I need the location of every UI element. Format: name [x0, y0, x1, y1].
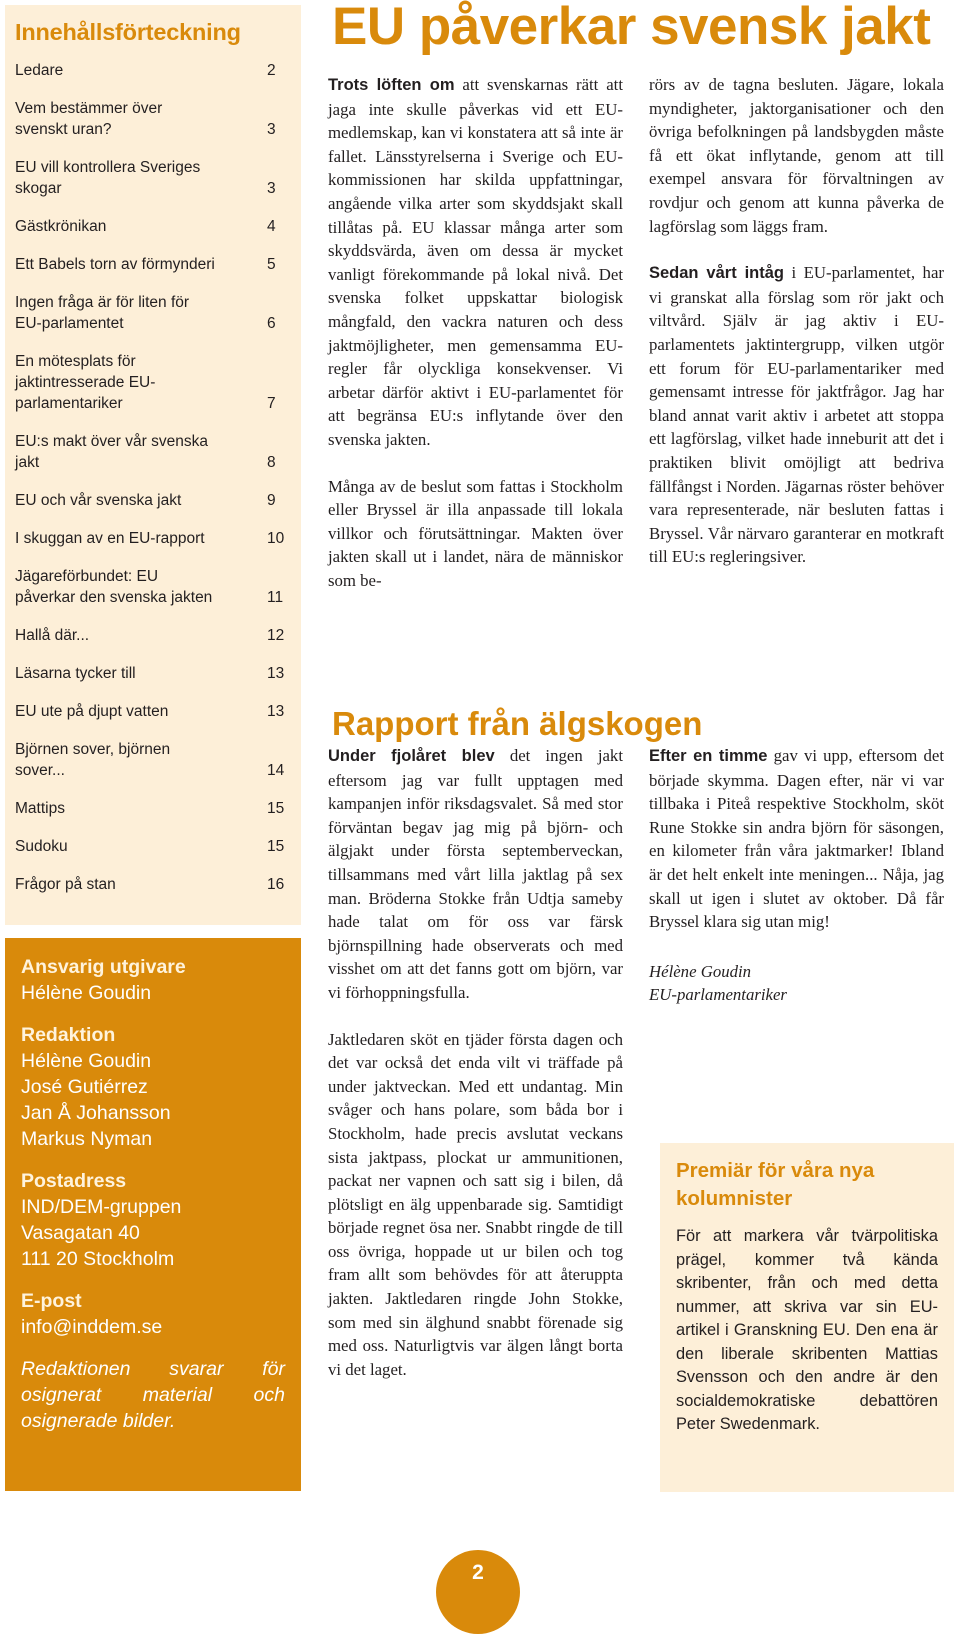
toc-item-title: EU:s makt över vår svenska jakt: [15, 433, 208, 471]
toc-item-title: Jägareförbundet: EU påverkar den svenska jakten: [15, 568, 213, 606]
article2-column-2: [649, 744, 944, 1007]
toc-item-title: EU ute på djupt vatten: [15, 703, 169, 720]
address-heading: Postadress: [21, 1170, 127, 1192]
email-heading: E-post: [21, 1290, 82, 1312]
toc-item-page: 6: [267, 315, 276, 332]
report-headline: Rapport från älgskogen: [332, 705, 703, 742]
toc-item-title: Mattips: [15, 800, 65, 817]
columnist-announcement-box: [660, 1143, 954, 1492]
email-link[interactable]: info@inddem.se: [21, 1316, 163, 1338]
toc-item-title: Frågor på stan: [15, 876, 116, 893]
toc-item-page: 10: [267, 530, 285, 547]
toc-item-page: 15: [267, 838, 285, 855]
publisher-block: [21, 954, 285, 1006]
toc-item-page: 3: [267, 121, 276, 138]
toc-item-page: 4: [267, 218, 276, 235]
toc-item[interactable]: [15, 351, 291, 414]
toc-item[interactable]: [15, 663, 291, 684]
toc-item[interactable]: [15, 490, 291, 511]
announcement-title: Premiär för våra nya kolumnister: [676, 1159, 875, 1210]
address-block: [21, 1168, 285, 1272]
toc-item-page: 13: [267, 665, 285, 682]
toc-item-title: Ledare: [15, 62, 64, 79]
editors-block: [21, 1022, 285, 1152]
toc-item[interactable]: [15, 625, 291, 646]
toc-item-page: 3: [267, 180, 276, 197]
toc-title: Innehållsförteckning: [15, 19, 241, 45]
toc-item-title: Sudoku: [15, 838, 68, 855]
toc-item[interactable]: [15, 836, 291, 857]
toc-item-title: Ett Babels torn av förmynderi: [15, 256, 215, 273]
toc-item[interactable]: [15, 216, 291, 237]
masthead: [5, 938, 301, 1491]
editor-name: Hélène Goudin: [21, 1050, 152, 1072]
table-of-contents: [5, 5, 301, 925]
author-title: EU-parlamentariker: [649, 985, 787, 1005]
toc-item[interactable]: [15, 157, 291, 199]
toc-item-title: EU och vår svenska jakt: [15, 492, 182, 509]
toc-item-page: 9: [267, 492, 276, 509]
toc-item-title: Gästkrönikan: [15, 218, 107, 235]
toc-item[interactable]: [15, 98, 291, 140]
toc-item-page: 2: [267, 62, 276, 79]
article2-lead-in: Efter en timme: [649, 747, 768, 765]
toc-item[interactable]: [15, 739, 291, 781]
author-signature: [649, 960, 944, 1007]
toc-item-title: Läsarna tycker till: [15, 665, 136, 682]
toc-item-title: Ingen fråga är för liten för EU-parlamentet: [15, 294, 190, 332]
editors-heading: Redaktion: [21, 1024, 116, 1046]
publisher-heading: Ansvarig utgivare: [21, 956, 186, 978]
toc-item-page: 11: [267, 589, 284, 606]
article-headline: EU påverkar svensk jakt: [332, 0, 931, 56]
toc-item-page: 7: [267, 395, 276, 412]
toc-item[interactable]: [15, 60, 291, 81]
article1-paragraph: [649, 261, 944, 569]
article2-body-text: gav vi upp, eftersom det började skymma. Dagen efter, när vi var tillbaka i Piteå respektive Stockholm, sköt Rune Stokke sin andra björn för säsongen, en kilometer från våra jaktmarker! Ibland är det helt enkelt inte meningen... Nåja, jag skall ut igen i slutet av oktober. Då får Bryssel klara sig utan mig!: [649, 746, 944, 932]
toc-item[interactable]: [15, 528, 291, 549]
article1-paragraph: [328, 73, 623, 452]
article2-lead-in: Under fjolåret blev: [328, 747, 495, 765]
article2-body-text: det ingen jakt eftersom jag var fullt upptagen med kampanjen inför riksdagsvalet. Så med stor förväntan begav jag mig på björn- och älgjakt under första septemberveckan, tillsammans med vårt lilla jaktlag på sex man. Bröderna Stokke från Udtja sameby hade talat om för oss var färsk björnspillning hade observerats och med visshet om att det fanns gott om björn, var vi förhoppningsfulla.: [328, 746, 623, 1002]
article1-lead-in: Sedan vårt intåg: [649, 264, 784, 283]
toc-item-title: EU vill kontrollera Sveriges skogar: [15, 159, 201, 197]
article1-body-text: att svenskarnas rätt att jaga inte skulle påverkas vid ett EU-medlemskap, kan vi konstatera att så inte är fallet. Länsstyrelserna i Sverige och EU-kommissionen har skilda uppfattningar, angående vilka arter som skyddsjakt skall tillåtas på. EU klassar många arter som skyddsvärda, även om dessa är mycket vanligt förekommande på lokal nivå. Det svenska folket uppskattar biologisk mångfald, den vackra naturen och dess jaktmöjligheter, men gemensamma EU-regler får olyckliga konsekvenser. Vi arbetar därför aktivt i EU-parlamentet för att begränsa EU:s inflytande över den svenska jakten.: [328, 75, 623, 449]
editor-name: Markus Nyman: [21, 1128, 153, 1150]
author-name: Hélène Goudin: [649, 961, 752, 981]
toc-item[interactable]: [15, 566, 291, 608]
article1-paragraph: Många av de beslut som fattas i Stockholm eller Bryssel är illa anpassade till lokala villkor och förutsättningar. Makten över jakten skall ut i landet, nära de människor som be-: [328, 476, 623, 590]
toc-item-page: 12: [267, 627, 285, 644]
toc-item-page: 8: [267, 454, 276, 471]
toc-item[interactable]: [15, 254, 291, 275]
address-line: IND/DEM-gruppen: [21, 1196, 182, 1218]
article1-body-text: i EU-parlamentet, har vi granskat alla förslag som rör jakt och viltvård. Själv är jag aktiv i EU-parlamentets jaktintergrupp, vilken utgör ett forum för EU-parlamentariker med gemensamt intresse för jaktfrågor. Jag har bland annat varit aktiv i arbetet att stoppa ett lagförslag, vilket hade inneburit att det i praktiken blivit omöjligt att bedriva fällfångst i Norden. Jägarnas röster behöver vara representerade, när besluten fattas i Bryssel. Vår närvaro garanterar en motkraft till EU:s regleringsiver.: [649, 263, 944, 567]
page-number: 2: [436, 1550, 520, 1634]
toc-item[interactable]: [15, 431, 291, 473]
toc-item[interactable]: [15, 292, 291, 334]
article2-paragraph: [328, 744, 623, 1005]
article2-paragraph: [649, 744, 944, 934]
toc-item-page: 15: [267, 800, 285, 817]
editor-name: Jan Å Johansson: [21, 1102, 171, 1124]
toc-item-page: 14: [267, 762, 285, 779]
editorial-disclaimer: Redaktionen svarar för osignerat material och osignerade bilder.: [21, 1358, 285, 1432]
toc-item-page: 5: [267, 256, 276, 273]
article2-column-1: [328, 744, 623, 1381]
toc-item[interactable]: [15, 874, 291, 895]
toc-item-title: Björnen sover, björnen sover...: [15, 741, 171, 779]
toc-item-title: Vem bestämmer över svenskt uran?: [15, 100, 163, 138]
editor-name: José Gutiérrez: [21, 1076, 148, 1098]
toc-item-title: En mötesplats för jaktintresserade EU-parlamentariker: [15, 353, 156, 412]
toc-item-title: I skuggan av en EU-rapport: [15, 530, 205, 547]
toc-list: [15, 60, 291, 895]
announcement-body: För att markera vår tvärpolitiska prägel, kommer två kända skribenter, från och med detta nummer, att skriva var sin EU-artikel i Granskning EU. Den ena är den liberale skribenten Mattias Svensson och den andre är den socialdemokratiske debattören Peter Swedenmark.: [676, 1227, 938, 1433]
toc-item-page: 13: [267, 703, 285, 720]
toc-item[interactable]: [15, 798, 291, 819]
toc-item[interactable]: [15, 701, 291, 722]
address-line: Vasagatan 40: [21, 1222, 140, 1244]
toc-item-page: 16: [267, 876, 285, 893]
address-line: 111 20 Stockholm: [21, 1248, 175, 1270]
article1-column-1: [328, 73, 623, 592]
article1-column-2: [649, 73, 944, 569]
publisher-name: Hélène Goudin: [21, 982, 152, 1004]
article1-paragraph: rörs av de tagna besluten. Jägare, lokala myndigheter, jaktorganisationer och den övriga befolkningen på landsbygden måste få ett ökat inflytande, genom att till exempel ansvara för förvaltningen av rovdjur och genom att kunna påverka de lagförslag som läggs fram.: [649, 75, 944, 236]
email-block: [21, 1288, 285, 1340]
article1-lead-in: Trots löften om: [328, 76, 455, 94]
toc-item-title: Hallå där...: [15, 627, 90, 644]
article2-paragraph: Jaktledaren sköt en tjäder första dagen och det var också det enda vilt vi träffade på under jaktveckan. Med ett undantag. Min svåger och hans polare, som båda bor i Stockholm, hade precis avslutat veckans sista jaktpass, plockat ur ammunitionen, packat ner vapnen och satt sig i bilen, då plötsligt en älg uppenbarade sig. Samtidigt började regnet ösa ner. Snabbt ringde de till oss övriga, hoppade ut ur bilen och tog fram allt som behövdes för att återuppta jakten. Jaktledaren ringde John Stokke, som med sin älghund snabbt förenade sig med oss. Naturligtvis var älgen långt borta vi det laget.: [328, 1029, 623, 1379]
